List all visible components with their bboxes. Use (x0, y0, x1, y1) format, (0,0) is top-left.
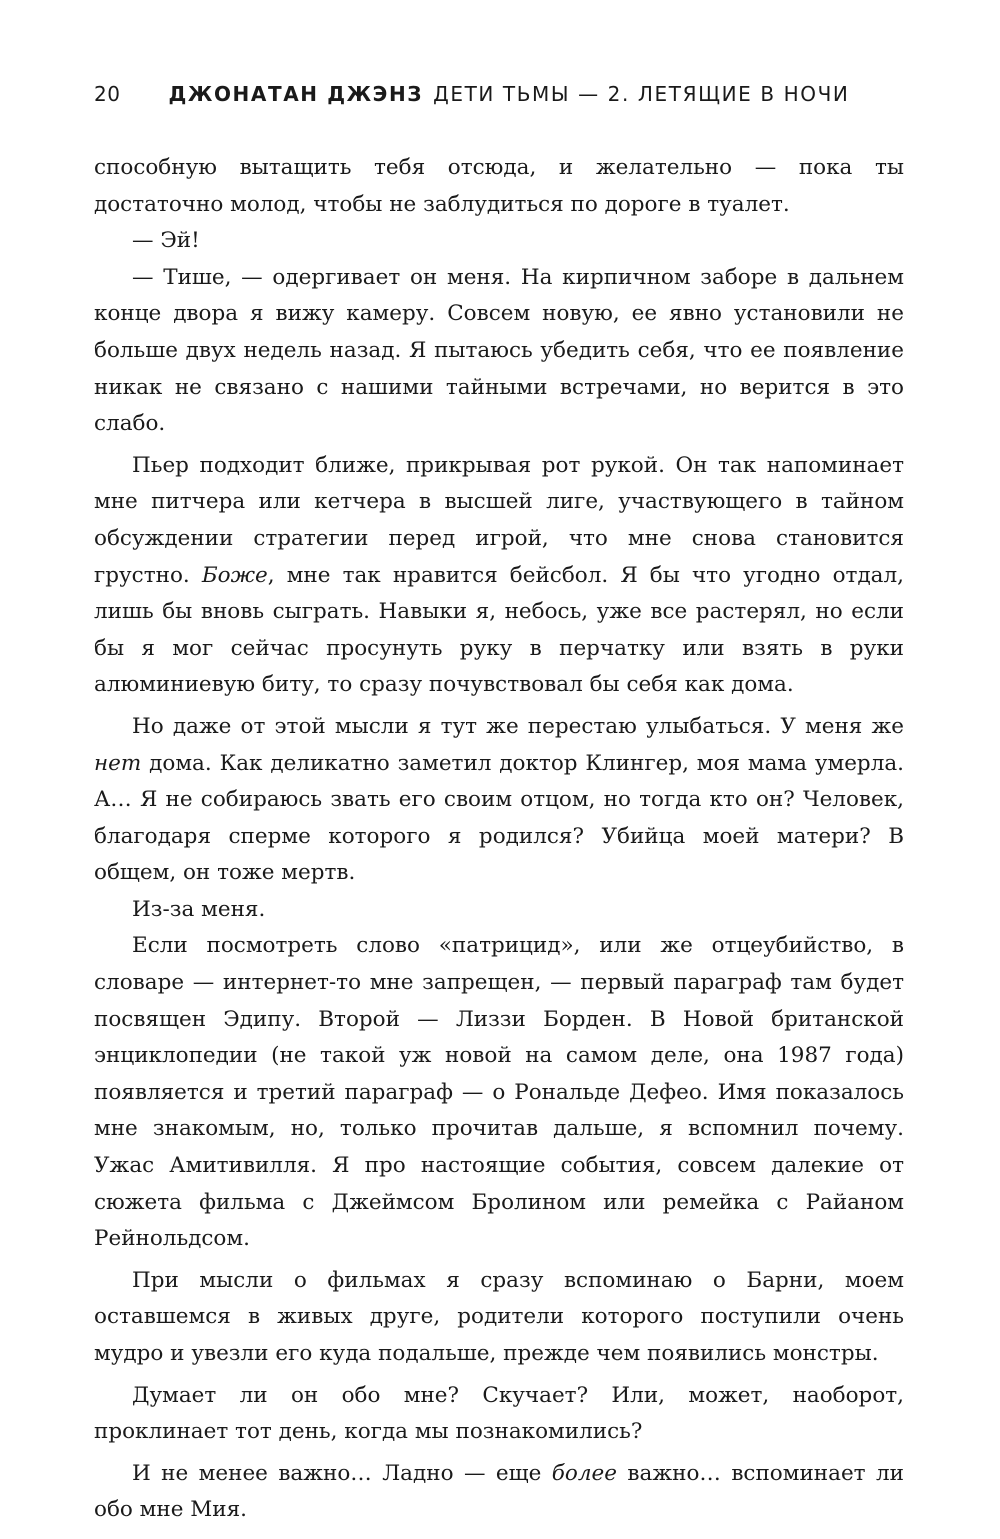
paragraph-5-end: дома. Как деликатно заметил доктор Клингер, моя мама умерла. А… Я не собираюсь звать его своим отцом, но тогда кто он? Человек, благодаря сперме которого я родился? Убийца моей матери? В общем, он тоже мертв. (94, 750, 904, 886)
author-name: ДЖОНАТАН ДЖЭНЗ (168, 82, 424, 106)
body-text (94, 150, 904, 1529)
paragraph-4 (94, 448, 904, 704)
paragraph-9: Думает ли он обо мне? Скучает? Или, может, наоборот, проклинает тот день, когда мы познакомились? (94, 1382, 904, 1445)
page-number: 20 (94, 82, 121, 106)
paragraph-5-italic: нет (94, 750, 142, 776)
paragraph-10-end: важно… вспоминает ли обо мне Мия. (94, 1460, 904, 1523)
paragraph-2: — Эй! (132, 228, 200, 254)
paragraph-4-italic: Боже (201, 562, 268, 588)
paragraph-10-start: И не менее важно… Ладно — еще (132, 1460, 542, 1486)
paragraph-1: способную вытащить тебя отсюда, и желательно — пока ты достаточно молод, чтобы не заблудиться по дороге в туалет. (94, 155, 904, 217)
paragraph-3: — Тише, — одергивает он меня. На кирпичном заборе в дальнем конце двора я вижу камеру. Совсем новую, ее явно установили не больше двух недель назад. Я пытаюсь убедить себя, что ее появление никак не связано с нашими тайными встречами, но верится в это слабо. (94, 264, 904, 437)
paragraph-4-text: Пьер подходит ближе, прикрывая рот рукой. Он так напоминает мне питчера или кетчера в высшей лиге, участвующего в тайном обсуждении стратегии перед игрой, что мне снова становится грустно. (94, 452, 904, 588)
paragraph-10-italic: более (551, 1460, 617, 1486)
paragraph-5-start: Но даже от этой мысли я тут же перестаю улыбаться. У меня же (132, 713, 904, 739)
paragraph-7: Если посмотреть слово «патрицид», или же отцеубийство, в словаре — интернет-то мне запрещен, — первый параграф там будет посвящен Эдипу. Второй — Лиззи Борден. В Новой британской энциклопедии (не такой уж новой на самом деле, она 1987 года) появляется и третий параграф — о Рональде Дефео. Имя показалось мне знакомым, но, только прочитав дальше, я вспомнил почему. Ужас Амитивилля. Я про настоящие события, совсем далекие от сюжета фильма с Джеймсом Бролином или ремейка с Райаном Рейнольдсом. (94, 933, 904, 1252)
running-head (94, 80, 849, 108)
book-title: ДЕТИ ТЬМЫ — 2. ЛЕТЯЩИЕ В НОЧИ (433, 82, 850, 106)
paragraph-6: Из-за меня. (132, 896, 266, 922)
paragraph-4-tail: , мне так нравится бейсбол. Я бы что угодно отдал, лишь бы вновь сыграть. Навыки я, небось, уже все растерял, но если бы я мог сейчас просунуть руку в перчатку или взять в руки алюминиевую биту, то сразу почувствовал бы себя как дома. (94, 562, 904, 698)
paragraph-8: При мысли о фильмах я сразу вспоминаю о Барни, моем оставшемся в живых друге, родители которого поступили очень мудро и увезли его куда подальше, прежде чем появились монстры. (94, 1267, 904, 1366)
paragraph-5 (94, 709, 904, 892)
paragraph-10 (94, 1456, 904, 1529)
